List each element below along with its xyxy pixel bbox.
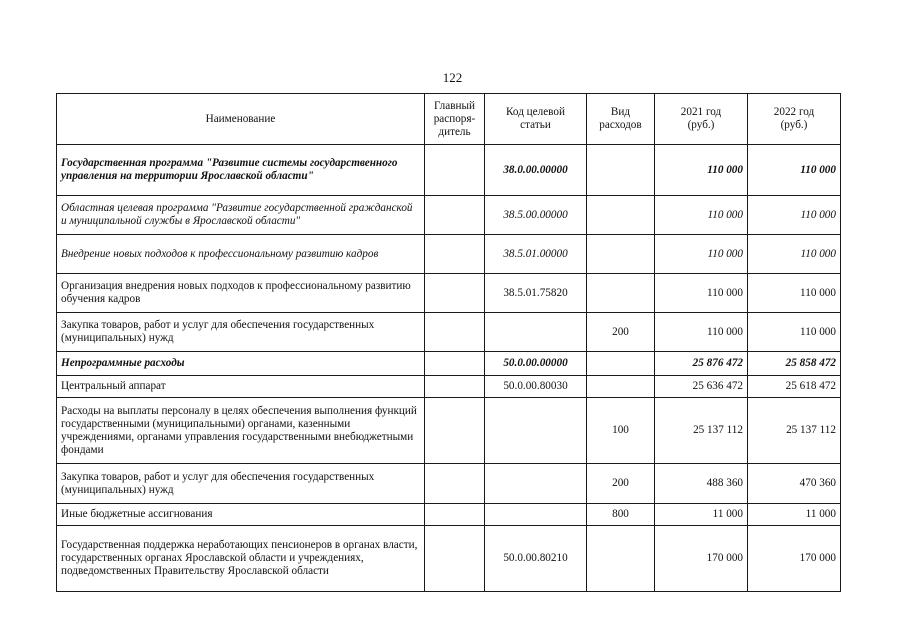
row-code: 50.0.00.00000 <box>485 352 587 376</box>
row-expense-type <box>587 274 655 313</box>
row-manager <box>425 504 485 526</box>
row-expense-type: 200 <box>587 464 655 504</box>
header-expense-type: Вид расходов <box>587 94 655 145</box>
header-manager: Главный распоря- дитель <box>425 94 485 145</box>
row-amount-2022: 110 000 <box>748 313 841 352</box>
table-row <box>57 274 841 313</box>
row-manager <box>425 235 485 274</box>
table-row <box>57 352 841 376</box>
row-manager <box>425 313 485 352</box>
row-code <box>485 504 587 526</box>
header-code: Код целевой статьи <box>485 94 587 145</box>
row-manager <box>425 274 485 313</box>
row-amount-2022: 11 000 <box>748 504 841 526</box>
row-expense-type <box>587 376 655 398</box>
row-manager <box>425 196 485 235</box>
table-row <box>57 398 841 464</box>
row-name: Организация внедрения новых подходов к профессиональному развитию обучения кадров <box>57 274 425 313</box>
row-amount-2022: 25 858 472 <box>748 352 841 376</box>
row-manager <box>425 398 485 464</box>
row-manager <box>425 464 485 504</box>
row-code <box>485 464 587 504</box>
row-expense-type <box>587 145 655 196</box>
row-code: 38.0.00.00000 <box>485 145 587 196</box>
row-amount-2021: 110 000 <box>655 313 748 352</box>
row-amount-2022: 25 618 472 <box>748 376 841 398</box>
table-row <box>57 376 841 398</box>
row-amount-2021: 25 137 112 <box>655 398 748 464</box>
row-name: Иные бюджетные ассигнования <box>57 504 425 526</box>
row-name: Закупка товаров, работ и услуг для обеспечения государственных (муниципальных) нужд <box>57 313 425 352</box>
row-code: 38.5.00.00000 <box>485 196 587 235</box>
row-amount-2022: 25 137 112 <box>748 398 841 464</box>
row-amount-2021: 110 000 <box>655 274 748 313</box>
row-name: Непрограммные расходы <box>57 352 425 376</box>
budget-table <box>56 93 841 592</box>
row-name: Закупка товаров, работ и услуг для обеспечения государственных (муниципальных) нужд <box>57 464 425 504</box>
table-row <box>57 145 841 196</box>
row-expense-type: 100 <box>587 398 655 464</box>
row-amount-2021: 25 636 472 <box>655 376 748 398</box>
row-name: Областная целевая программа "Развитие государственной гражданской и муниципальной службы в Ярославской области" <box>57 196 425 235</box>
row-name: Государственная поддержка неработающих пенсионеров в органах власти, государственных органах Ярославской области и учреждениях, подведомственных Правительству Ярославской области <box>57 526 425 592</box>
table-header-row <box>57 94 841 145</box>
row-amount-2022: 110 000 <box>748 235 841 274</box>
row-code: 50.0.00.80210 <box>485 526 587 592</box>
table-row <box>57 313 841 352</box>
row-code: 38.5.01.00000 <box>485 235 587 274</box>
row-name: Центральный аппарат <box>57 376 425 398</box>
row-manager <box>425 145 485 196</box>
row-amount-2022: 470 360 <box>748 464 841 504</box>
row-expense-type <box>587 235 655 274</box>
row-amount-2021: 170 000 <box>655 526 748 592</box>
row-amount-2021: 110 000 <box>655 145 748 196</box>
table-row <box>57 235 841 274</box>
page-number: 122 <box>442 70 463 85</box>
row-code <box>485 313 587 352</box>
header-year-2021: 2021 год (руб.) <box>655 94 748 145</box>
row-manager <box>425 526 485 592</box>
row-amount-2021: 110 000 <box>655 196 748 235</box>
table-row <box>57 196 841 235</box>
row-expense-type <box>587 526 655 592</box>
row-amount-2022: 110 000 <box>748 274 841 313</box>
row-expense-type <box>587 352 655 376</box>
row-manager <box>425 352 485 376</box>
row-code: 50.0.00.80030 <box>485 376 587 398</box>
row-amount-2021: 25 876 472 <box>655 352 748 376</box>
row-code: 38.5.01.75820 <box>485 274 587 313</box>
row-name: Внедрение новых подходов к профессиональному развитию кадров <box>57 235 425 274</box>
row-name: Государственная программа "Развитие системы государственного управления на территории Ярославской области" <box>57 145 425 196</box>
row-amount-2021: 11 000 <box>655 504 748 526</box>
row-amount-2022: 110 000 <box>748 196 841 235</box>
row-code <box>485 398 587 464</box>
table-row <box>57 504 841 526</box>
row-amount-2021: 110 000 <box>655 235 748 274</box>
table-row <box>57 526 841 592</box>
row-manager <box>425 376 485 398</box>
header-name: Наименование <box>57 94 425 145</box>
row-amount-2022: 170 000 <box>748 526 841 592</box>
header-year-2022: 2022 год (руб.) <box>748 94 841 145</box>
row-amount-2021: 488 360 <box>655 464 748 504</box>
table-row <box>57 464 841 504</box>
row-expense-type <box>587 196 655 235</box>
row-name: Расходы на выплаты персоналу в целях обеспечения выполнения функций государственными (муниципальными) органами, казенными учреждениями, органами управления государственными внебюджетными фондами <box>57 398 425 464</box>
row-expense-type: 200 <box>587 313 655 352</box>
row-expense-type: 800 <box>587 504 655 526</box>
row-amount-2022: 110 000 <box>748 145 841 196</box>
